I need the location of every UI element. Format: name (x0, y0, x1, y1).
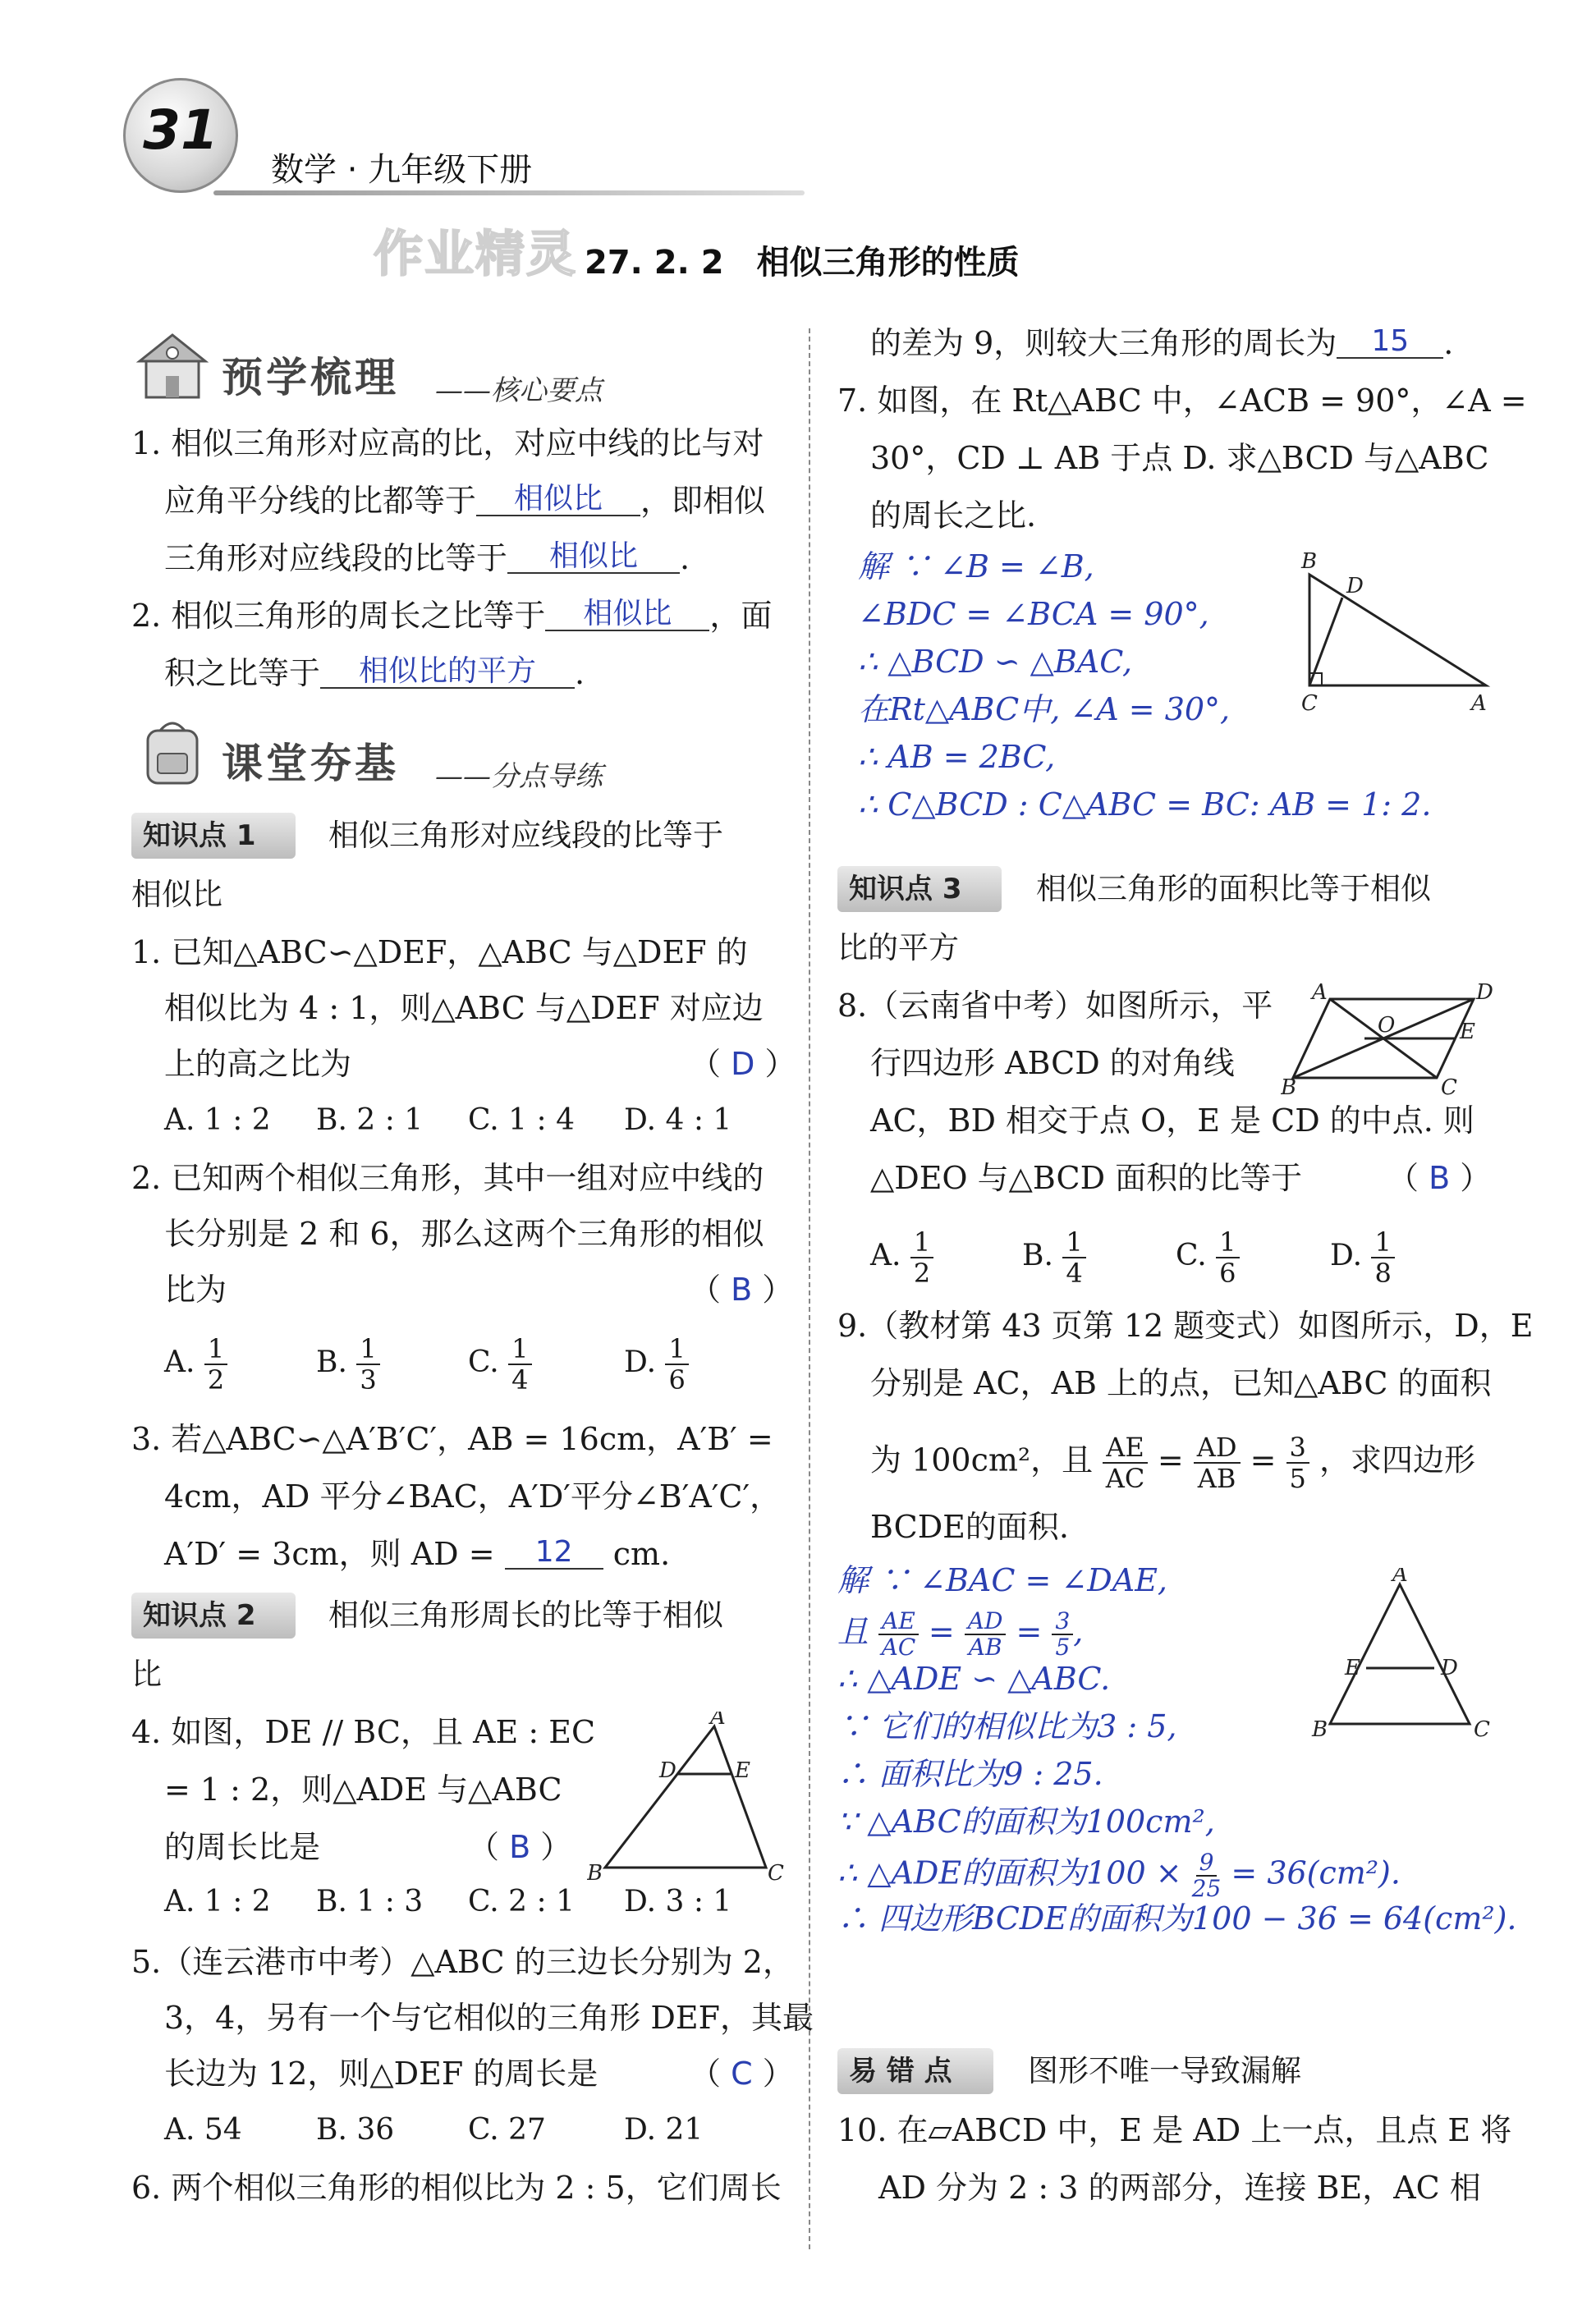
q9-solution-7: ∴ △ADE的面积为100 × $\frac{9}{25}$ = 36(cm²). (837, 1849, 1401, 1902)
q1-line1: 1. 已知△ABC∽△DEF，△ABC 与△DEF 的 (131, 934, 748, 970)
label-b: B (587, 1861, 603, 1884)
q7-line1: 7. 如图，在 Rt△ABC 中，∠ACB = 90°，∠A = (837, 383, 1527, 419)
q7-right-triangle-figure (1297, 550, 1494, 722)
answer-fill: 相似比 (545, 598, 709, 631)
book-title: 数学 · 九年级下册 (271, 151, 533, 189)
label-e: E (1345, 1656, 1360, 1680)
q9-solution-4: ∵ 它们的相似比为3 : 5, (837, 1708, 1177, 1744)
q9-solution-3: ∴ △ADE ∽ △ABC. (837, 1661, 1111, 1697)
q5-option-c: C. 27 (468, 2113, 546, 2147)
q9-solution-5: ∴ 面积比为9 : 25. (837, 1756, 1103, 1792)
q3-line2: 4cm，AD 平分∠BAC，A′D′平分∠B′A′C′， (164, 1478, 782, 1515)
q1-answer: （ D ） (690, 1046, 796, 1082)
answer-fill: 相似比的平方 (320, 656, 575, 689)
fraction-3-5: $\frac{3}{5}$ (1286, 1432, 1309, 1493)
q10-line1: 10. 在▱ABCD 中，E 是 AD 上一点，且点 E 将 (837, 2112, 1512, 2148)
q6-line1: 6. 两个相似三角形的相似比为 2 : 5，它们周长 (131, 2170, 782, 2206)
q7-solution-2: ∠BDC = ∠BCA = 90°, (858, 596, 1209, 632)
knowledge-point-3-text: 相似三角形的面积比等于相似 (1036, 871, 1431, 906)
q4-line3: 的周长比是 (164, 1829, 321, 1865)
q8-line2: 行四边形 ABCD 的对角线 (870, 1045, 1235, 1081)
column-divider (809, 328, 810, 2249)
school-icon (131, 328, 213, 402)
q5-option-a: A. 54 (164, 2113, 242, 2147)
label-d: D (1346, 574, 1364, 598)
q2-option-d: D. $\frac{1}{6}$ (624, 1334, 689, 1395)
knowledge-point-2-badge: 知识点 2 (131, 1593, 296, 1639)
label-d: D (1476, 981, 1493, 1005)
q9-line3: 为 100cm²，且 $\frac{AE}{AC}$ = $\frac{AD}{AB}$ = $\frac{3}{5}$ ，求四边形 (870, 1432, 1475, 1494)
answer-fill: 12 (505, 1537, 603, 1570)
q1-line2: 相似比为 4 : 1，则△ABC 与△DEF 对应边 (164, 990, 764, 1026)
q4-line1: 4. 如图，DE // BC，且 AE : EC (131, 1714, 596, 1750)
q7-solution-1: 解 ∵ ∠B = ∠B, (858, 548, 1094, 584)
label-a: A (710, 1712, 726, 1730)
classroom-subtitle: ——分点导练 (435, 760, 603, 793)
fraction-ae-ac: $\frac{AE}{AC}$ (1103, 1432, 1147, 1493)
q8-option-a: A. $\frac{1}{2}$ (870, 1227, 933, 1288)
q5-option-d: D. 21 (624, 2113, 704, 2147)
q8-line1: 8.（云南省中考）如图所示，平 (837, 988, 1273, 1024)
label-a: A (1312, 981, 1328, 1005)
preview-q1-line1: 1. 相似三角形对应高的比，对应中线的比与对 (131, 425, 764, 461)
label-d: D (1441, 1656, 1458, 1680)
backpack-icon (131, 714, 213, 788)
q8-line3: AC，BD 相交于点 O，E 是 CD 的中点. 则 (870, 1102, 1474, 1139)
watermark: 作业精灵 (374, 226, 577, 283)
fraction-ad-ab: $\frac{AD}{AB}$ (1194, 1432, 1241, 1493)
q3-line3: A′D′ = 3cm，则 AD = 12 cm. (164, 1535, 671, 1572)
section-title: 27. 2. 2 相似三角形的性质 (585, 244, 1020, 282)
q2-line2: 长分别是 2 和 6，那么这两个三角形的相似 (164, 1216, 764, 1252)
q7-solution-6: ∴ C△BCD : C△ABC = BC: AB = 1: 2. (858, 786, 1432, 823)
label-a: A (1471, 691, 1487, 716)
answer-fill: 相似比 (476, 484, 640, 516)
knowledge-point-3-text-cont: 比的平方 (837, 930, 959, 965)
q2-answer: （ B ） (690, 1272, 794, 1308)
preview-q1-line3: 三角形对应线段的比等于 相似比 . (164, 539, 690, 576)
preview-q2-line1: 2. 相似三角形的周长之比等于 相似比 ，面 (131, 597, 773, 634)
q2-line1: 2. 已知两个相似三角形，其中一组对应中线的 (131, 1160, 764, 1196)
knowledge-point-1-text: 相似三角形对应线段的比等于 (328, 818, 723, 853)
q8-answer: （ B ） (1387, 1160, 1492, 1196)
label-c: C (768, 1861, 784, 1884)
answer-fill: 15 (1337, 326, 1443, 359)
q1-option-b: B. 2 : 1 (316, 1103, 424, 1137)
q1-line3: 上的高之比为 (164, 1046, 352, 1082)
q1-option-d: D. 4 : 1 (624, 1103, 732, 1137)
label-a: A (1392, 1568, 1408, 1587)
q4-option-d: D. 3 : 1 (624, 1885, 732, 1918)
error-prone-text: 图形不唯一导致漏解 (1028, 2053, 1301, 2088)
q7-solution-3: ∴ △BCD ∽ △BAC, (858, 644, 1133, 680)
preview-q1-line2: 应角平分线的比都等于 相似比 ，即相似 (164, 482, 766, 519)
q4-option-a: A. 1 : 2 (164, 1885, 271, 1918)
label-e: E (1460, 1020, 1475, 1044)
preview-subtitle: ——核心要点 (435, 374, 603, 407)
q9-solution-2: 且 $\frac{AE}{AC}$ = $\frac{AD}{AB}$ = $\frac{3}{5}$ , (837, 1607, 1084, 1661)
label-b: B (1301, 550, 1318, 574)
knowledge-point-3-badge: 知识点 3 (837, 866, 1002, 912)
q9-solution-8: ∴ 四边形BCDE的面积为100 − 36 = 64(cm²). (837, 1900, 1517, 1937)
q9-solution-1: 解 ∵ ∠BAC = ∠DAE, (837, 1562, 1168, 1598)
q9-triangle-figure (1305, 1568, 1494, 1744)
q4-option-c: C. 2 : 1 (468, 1885, 575, 1918)
error-prone-badge: 易 错 点 (837, 2048, 993, 2094)
q9-line4: BCDE的面积. (870, 1509, 1069, 1545)
q5-option-b: B. 36 (316, 2113, 395, 2147)
header-rule (213, 190, 805, 195)
label-c: C (1301, 691, 1318, 716)
q9-line1: 9.（教材第 43 页第 12 题变式）如图所示，D，E (837, 1308, 1534, 1344)
knowledge-point-2-text: 相似三角形周长的比等于相似 (328, 1597, 723, 1633)
q8-option-c: C. $\frac{1}{6}$ (1176, 1227, 1240, 1288)
q9-solution-6: ∵ △ABC的面积为100cm², (837, 1804, 1215, 1840)
q8-option-d: D. $\frac{1}{8}$ (1330, 1227, 1395, 1288)
knowledge-point-2-text-cont: 比 (131, 1657, 162, 1692)
label-o: O (1378, 1013, 1396, 1038)
q8-option-b: B. $\frac{1}{4}$ (1022, 1227, 1086, 1288)
q6-line2: 的差为 9，则较大三角形的周长为 15 . (870, 324, 1454, 361)
q4-line2: = 1 : 2，则△ADE 与△ABC (164, 1772, 562, 1808)
q1-option-c: C. 1 : 4 (468, 1103, 575, 1137)
label-b: B (1312, 1717, 1328, 1742)
q9-line2: 分别是 AC，AB 上的点，已知△ABC 的面积 (870, 1365, 1492, 1401)
label-d: D (659, 1758, 676, 1783)
answer-fill: 相似比 (507, 541, 680, 574)
q4-answer: （ B ） (468, 1829, 572, 1865)
knowledge-point-1-text-cont: 相似比 (131, 877, 222, 912)
label-b: B (1281, 1075, 1297, 1096)
classroom-title: 课堂夯基 (222, 740, 399, 787)
q7-line3: 的周长之比. (870, 497, 1037, 534)
preview-q2-line2: 积之比等于 相似比的平方 . (164, 654, 585, 691)
preview-title: 预学梳理 (222, 354, 399, 401)
q10-line2: AD 分为 2 : 3 的两部分，连接 BE，AC 相 (878, 2170, 1481, 2206)
label-e: E (735, 1758, 750, 1783)
q7-solution-4: 在Rt△ABC中, ∠A = 30°, (858, 691, 1231, 727)
q7-line2: 30°，CD ⊥ AB 于点 D. 求△BCD 与△ABC (870, 440, 1489, 476)
label-c: C (1441, 1075, 1457, 1096)
q5-answer: （ C ） (690, 2056, 794, 2092)
q5-line3: 长边为 12，则△DEF 的周长是 (164, 2056, 598, 2092)
q4-option-b: B. 1 : 3 (316, 1885, 424, 1918)
q8-parallelogram-figure (1281, 981, 1494, 1096)
q1-option-a: A. 1 : 2 (164, 1103, 271, 1137)
q2-option-b: B. $\frac{1}{3}$ (316, 1334, 380, 1395)
page-number: 31 (143, 99, 218, 162)
q4-triangle-figure (587, 1712, 784, 1884)
q2-line3: 比为 (164, 1272, 227, 1308)
q5-line2: 3，4，另有一个与它相似的三角形 DEF，其最 (164, 2000, 814, 2036)
q7-solution-5: ∴ AB = 2BC, (858, 739, 1056, 775)
knowledge-point-1-badge: 知识点 1 (131, 813, 296, 859)
q5-line1: 5.（连云港市中考）△ABC 的三边长分别为 2， (131, 1944, 794, 1980)
q2-option-c: C. $\frac{1}{4}$ (468, 1334, 532, 1395)
q8-line4: △DEO 与△BCD 面积的比等于 (870, 1160, 1303, 1196)
q3-line1: 3. 若△ABC∽△A′B′C′，AB = 16cm，A′B′ = (131, 1421, 773, 1457)
label-c: C (1474, 1717, 1490, 1742)
q2-option-a: A. $\frac{1}{2}$ (164, 1334, 227, 1395)
